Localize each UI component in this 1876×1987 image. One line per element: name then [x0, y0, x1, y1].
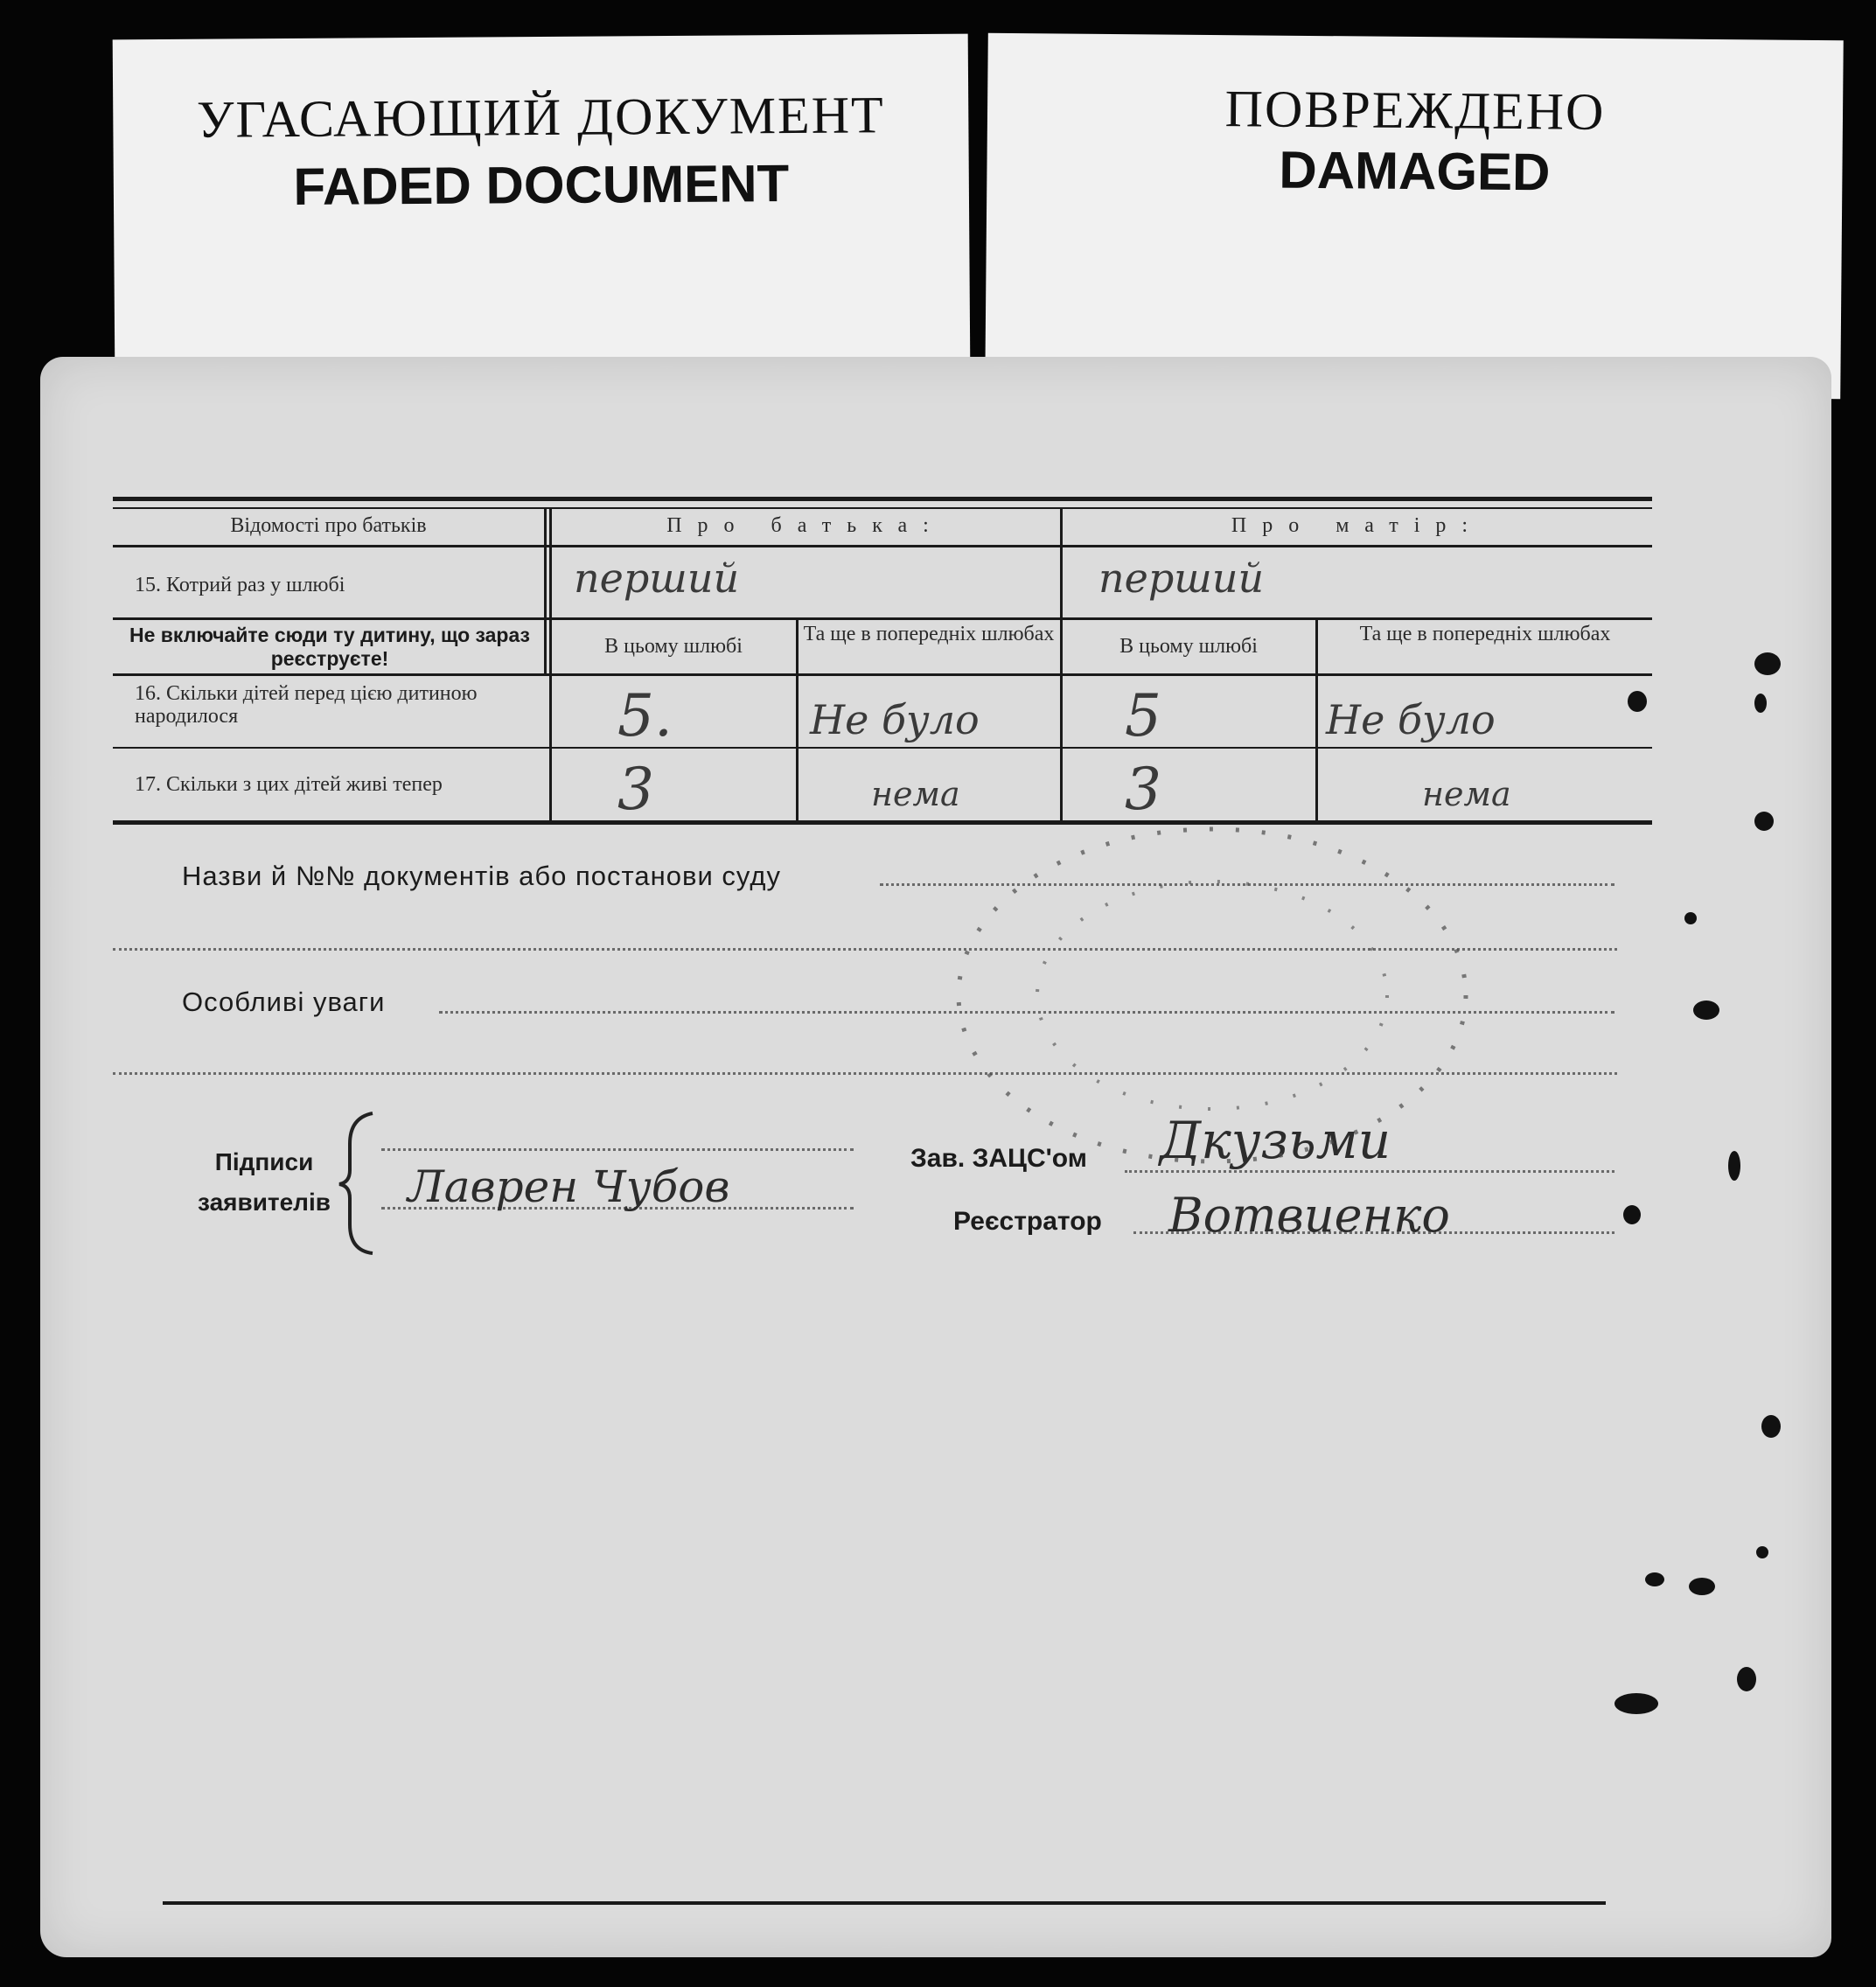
damaged-label-english: DAMAGED	[1279, 140, 1551, 202]
row15-father-value: перший	[574, 554, 740, 602]
father-previous-marriages-header: Та ще в попередніх шлюбах	[803, 623, 1055, 645]
binding-hole	[1754, 694, 1767, 713]
applicant-handwritten-signature: Лаврен Чубов	[408, 1161, 730, 1212]
binding-hole	[1737, 1667, 1756, 1691]
applicants-signatures-label: Підписи заявителів	[198, 1148, 331, 1216]
row15-mother-value: перший	[1098, 554, 1265, 602]
faded-document-label-card	[113, 34, 971, 373]
zags-head-label: Зав. ЗАЦС'ом	[910, 1144, 1087, 1173]
applicant-dotted-line-1	[381, 1148, 854, 1151]
registrar-label: Реєстратор	[953, 1207, 1102, 1236]
binding-hole	[1756, 1546, 1768, 1558]
row16-bottom-rule	[113, 747, 1652, 749]
damaged-label-russian: ПОВРЕЖДЕНО	[1224, 80, 1606, 141]
col-divider-2	[1060, 507, 1063, 820]
header-bottom-rule	[113, 545, 1652, 547]
header-father: Про батька:	[666, 514, 945, 537]
binding-hole	[1728, 1151, 1740, 1181]
row16-father-previous: Не було	[810, 696, 980, 743]
registration-warning: Не включайте сюди ту дитину, що зараз реєструєте!	[129, 624, 530, 670]
registrar-handwritten-signature: Вотвиенко	[1168, 1188, 1450, 1243]
row17-label: 17. Скільки з цих дітей живі тепер	[135, 773, 443, 796]
form-sheet	[40, 357, 1831, 1957]
binding-hole	[1693, 1000, 1719, 1020]
remarks-label: Особливі уваги	[182, 987, 386, 1017]
row17-mother-this: 3	[1125, 756, 1161, 823]
documents-label: Назви й №№ документів або постанови суду	[182, 861, 781, 891]
col-divider-1-lower	[549, 673, 552, 820]
page-bottom-rule	[163, 1901, 1606, 1905]
binding-hole	[1614, 1693, 1658, 1714]
binding-hole	[1645, 1572, 1664, 1586]
row15-label: 15. Котрий раз у шлюбі	[135, 574, 345, 596]
row16-mother-previous: Не було	[1326, 696, 1496, 743]
applicants-brace	[338, 1109, 381, 1258]
faded-label-russian: УГАСАЮЩИЙ ДОКУМЕНТ	[196, 86, 885, 149]
table-top-rule-thin	[113, 507, 1652, 509]
zags-head-handwritten-signature: Дкузьми	[1160, 1111, 1391, 1170]
row16-mother-this: 5	[1125, 682, 1161, 749]
row15-bottom-rule	[113, 617, 1652, 620]
header-mother: Про матір:	[1231, 514, 1484, 537]
father-sub-divider	[796, 617, 799, 820]
mother-this-marriage-header: В цьому шлюбі	[1119, 635, 1258, 658]
header-parents-info: Відомості про батьків	[230, 514, 427, 537]
mother-previous-marriages-header: Та ще в попередніх шлюбах	[1359, 623, 1611, 645]
father-this-marriage-header: В цьому шлюбі	[604, 635, 743, 658]
binding-hole	[1623, 1205, 1641, 1224]
row16-father-this: 5.	[617, 682, 673, 749]
mother-sub-divider	[1315, 617, 1318, 820]
binding-hole	[1689, 1578, 1715, 1595]
binding-hole	[1628, 691, 1647, 712]
table-top-rule	[113, 497, 1652, 501]
binding-hole	[1761, 1415, 1781, 1438]
row17-father-this: 3	[617, 756, 654, 823]
binding-hole	[1754, 652, 1781, 675]
damaged-label-card	[985, 33, 1844, 400]
col-divider-1	[544, 507, 547, 673]
faded-stamp	[932, 812, 1492, 1179]
binding-hole	[1754, 812, 1774, 831]
note-row-bottom-rule	[113, 673, 1652, 676]
binding-hole	[1684, 912, 1697, 924]
row16-label: 16. Скільки дітей перед цією дитиною народилося	[135, 682, 478, 728]
row17-father-previous: нема	[871, 775, 960, 813]
row17-mother-previous: нема	[1422, 775, 1511, 813]
faded-label-english: FADED DOCUMENT	[293, 154, 790, 216]
